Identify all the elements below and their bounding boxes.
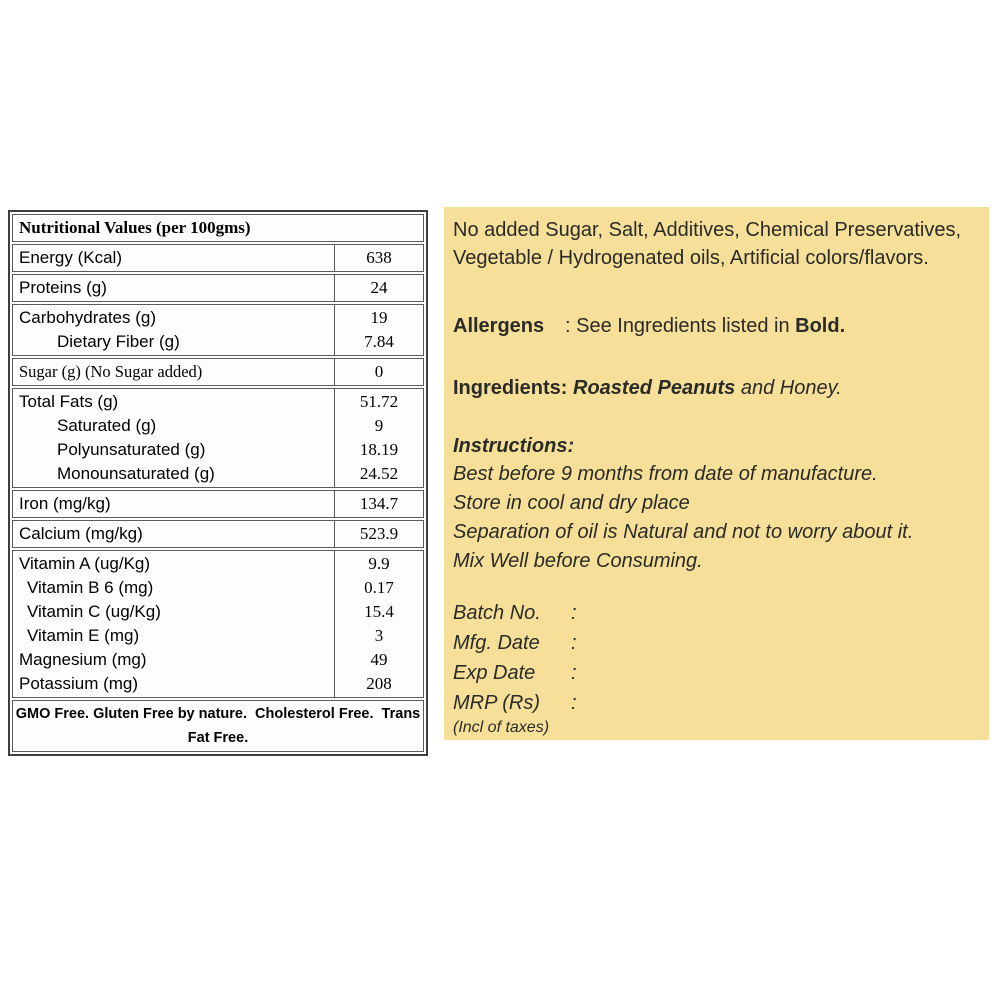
nutrient-label: Proteins (g) [19,278,107,297]
nutrient-label: Carbohydrates (g) [19,308,157,327]
nutrient-value: 0 [374,362,384,381]
nutrient-value: 134.7 [359,494,399,513]
nutrition-table-footer: GMO Free. Gluten Free by nature. Cholesterol Free. Trans Fat Free. [12,700,424,752]
table-row [12,388,424,488]
nutrient-label: Magnesium (mg) [19,650,147,669]
instructions-title: Instructions: [453,435,575,457]
allergens-line [453,312,981,340]
batch-field-colon: : [571,692,577,714]
batch-field-colon: : [571,632,577,654]
row-values [334,521,423,547]
nutrient-label: Monounsaturated (g) [57,464,215,483]
batch-field-row [453,628,981,658]
table-row [12,274,424,302]
row-values [334,551,423,697]
nutrient-value: 15.4 [364,602,394,621]
nutrient-label: Sugar (g) (No Sugar added) [19,362,203,381]
batch-field-label: Mfg. Date [453,632,540,654]
row-labels [13,551,334,697]
ingredients-label: Ingredients: [453,377,574,399]
row-values [334,491,423,517]
allergens-label: Allergens [453,315,545,337]
nutrient-label: Calcium (mg/kg) [19,524,143,543]
nutrient-value: 24 [370,278,388,297]
row-labels [13,305,334,355]
nutrient-value: 7.84 [364,332,394,351]
instruction-line: Store in cool and dry place [453,492,690,514]
batch-field-colon: : [571,662,577,684]
nutrition-table [8,210,428,756]
nutrient-value: 9.9 [368,554,390,573]
row-values [334,305,423,355]
instruction-line: Best before 9 months from date of manufacture. [453,463,878,485]
nutrient-label: Potassium (mg) [19,674,139,693]
nutrient-label: Iron (mg/kg) [19,494,111,513]
allergens-text: : See Ingredients listed in [565,315,796,337]
nutrient-value: 9 [374,416,384,435]
row-values [334,389,423,487]
nutrient-label: Vitamin B 6 (mg) [27,578,154,597]
instruction-line: Separation of oil is Natural and not to worry about it. [453,521,914,543]
row-labels [13,275,334,301]
ingredients-rest: and Honey. [735,377,842,399]
nutrient-value: 19 [370,308,388,327]
batch-field-row [453,658,981,688]
nutrient-value: 208 [366,674,392,693]
no-added-statement: No added Sugar, Salt, Additives, Chemical Preservatives, Vegetable / Hydrogenated oils, Artificial colors/flavors. [453,219,962,269]
instructions-list [453,460,981,576]
nutrient-value: 0.17 [364,578,394,597]
ingredients-main: Roasted Peanuts [573,377,736,399]
batch-field-row [453,598,981,628]
nutrient-label: Total Fats (g) [19,392,119,411]
batch-block [453,598,981,718]
row-values [334,275,423,301]
batch-field-label: MRP (Rs) [453,692,541,714]
batch-field-label: Batch No. [453,602,541,624]
nutrient-value: 638 [366,248,392,267]
row-labels [13,389,334,487]
row-labels [13,491,334,517]
batch-field-label: Exp Date [453,662,536,684]
row-values [334,245,423,271]
table-row [12,520,424,548]
nutrient-value: 18.19 [359,440,399,459]
row-values [334,359,423,385]
row-labels [13,359,334,385]
nutrient-value: 49 [370,650,388,669]
table-row [12,244,424,272]
table-row [12,550,424,698]
nutrient-label: Vitamin C (ug/Kg) [27,602,161,621]
incl-taxes-note: (Incl of taxes) [453,719,550,736]
batch-field-colon: : [571,602,577,624]
nutrient-value: 523.9 [359,524,399,543]
nutrient-value: 3 [374,626,384,645]
ingredients-line [453,374,981,402]
nutrient-label: Vitamin E (mg) [27,626,140,645]
nutrient-label: Vitamin A (ug/Kg) [19,554,151,573]
batch-field-row [453,688,981,718]
nutrition-table-title: Nutritional Values (per 100gms) [12,214,424,242]
nutrient-label: Dietary Fiber (g) [57,332,180,351]
table-row [12,304,424,356]
allergens-bold-word: Bold. [795,315,846,337]
nutrient-label: Polyunsaturated (g) [57,440,206,459]
row-labels [13,245,334,271]
info-panel [444,207,989,740]
row-labels [13,521,334,547]
nutrient-value: 51.72 [359,392,399,411]
nutrient-value: 24.52 [359,464,399,483]
nutrient-label: Energy (Kcal) [19,248,122,267]
nutrient-label: Saturated (g) [57,416,157,435]
table-row [12,490,424,518]
instruction-line: Mix Well before Consuming. [453,550,703,572]
table-row [12,358,424,386]
